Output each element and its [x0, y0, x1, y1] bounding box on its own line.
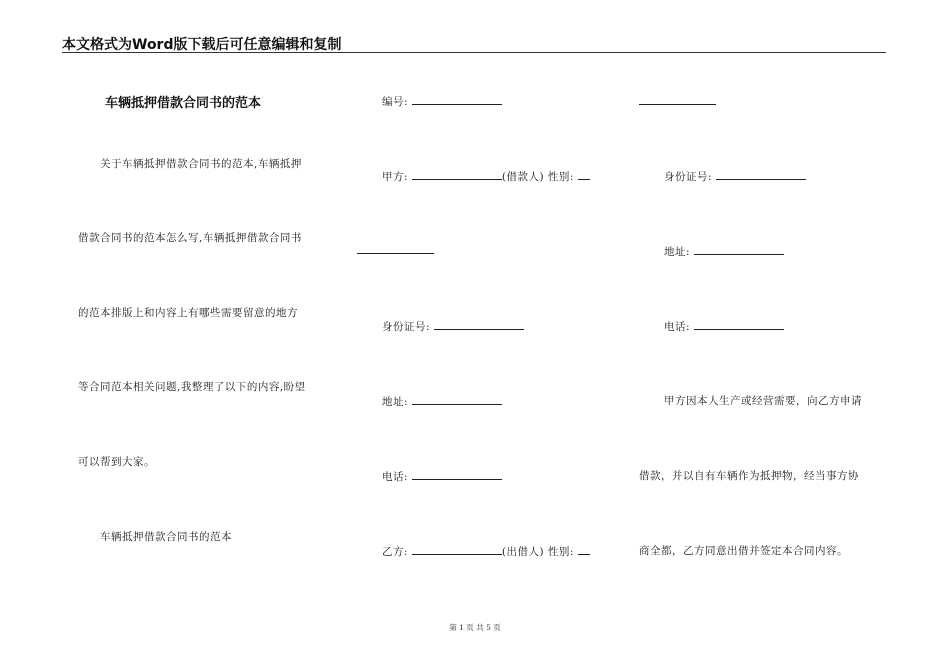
document-title: 车辆抵押借款合同书的范本	[105, 96, 262, 111]
party-b-address-row	[664, 243, 784, 259]
right-top-blank	[639, 104, 716, 105]
intro-line-3: 的范本排版上和内容上有哪些需要留意的地方	[78, 307, 298, 319]
contract-number-label: 编号:	[382, 96, 409, 108]
party-a-phone-blank	[412, 468, 502, 480]
party-b-row	[382, 543, 590, 559]
document-header: 本文格式为Word版下载后可任意编辑和复制	[62, 37, 342, 53]
party-b-phone-label: 电话:	[664, 321, 691, 333]
contract-number-row	[382, 93, 502, 109]
intro-line-2: 借款合同书的范本怎么写,车辆抵押借款合同书	[78, 232, 302, 244]
continuation-blank	[357, 253, 434, 254]
contract-number-blank	[412, 93, 502, 105]
party-a-phone-label: 电话:	[382, 471, 409, 483]
party-b-id-blank	[716, 168, 806, 180]
subheading: 车辆抵押借款合同书的范本	[100, 531, 232, 543]
party-a-row	[382, 168, 590, 184]
party-a-role: (借款人) 性别:	[501, 171, 574, 183]
party-a-address-blank	[412, 393, 502, 405]
party-a-gender-blank	[578, 168, 590, 180]
party-b-phone-blank	[694, 318, 784, 330]
party-a-address-label: 地址:	[382, 396, 409, 408]
party-a-label: 甲方:	[382, 171, 409, 183]
intro-line-5: 可以帮到大家。	[78, 456, 155, 468]
header-divider	[62, 52, 886, 53]
party-a-id-blank	[434, 318, 524, 330]
party-b-address-blank	[694, 243, 784, 255]
terms-line-2: 借款，并以自有车辆作为抵押物，经当事方协	[639, 470, 859, 482]
page-number: 第 1 页 共 5 页	[449, 623, 501, 632]
party-a-phone-row	[382, 468, 502, 484]
terms-line-3: 商全都，乙方同意出借并签定本合同内容。	[639, 545, 848, 557]
party-a-address-row	[382, 393, 502, 409]
party-b-label: 乙方:	[382, 546, 409, 558]
intro-line-4: 等合同范本相关问题,我整理了以下的内容,盼望	[78, 381, 306, 393]
party-b-id-row	[664, 168, 806, 184]
party-b-phone-row	[664, 318, 784, 334]
party-a-name-blank	[412, 168, 502, 180]
party-b-id-label: 身份证号:	[664, 171, 713, 183]
party-b-address-label: 地址:	[664, 246, 691, 258]
party-a-id-label: 身份证号:	[382, 321, 431, 333]
intro-line-1: 关于车辆抵押借款合同书的范本,车辆抵押	[100, 158, 302, 170]
party-a-id-row	[382, 318, 524, 334]
party-b-gender-blank	[578, 543, 590, 555]
party-b-role: (出借人) 性别:	[501, 546, 574, 558]
terms-line-1: 甲方因本人生产或经营需要，向乙方申请	[664, 395, 862, 407]
party-b-name-blank	[412, 543, 502, 555]
